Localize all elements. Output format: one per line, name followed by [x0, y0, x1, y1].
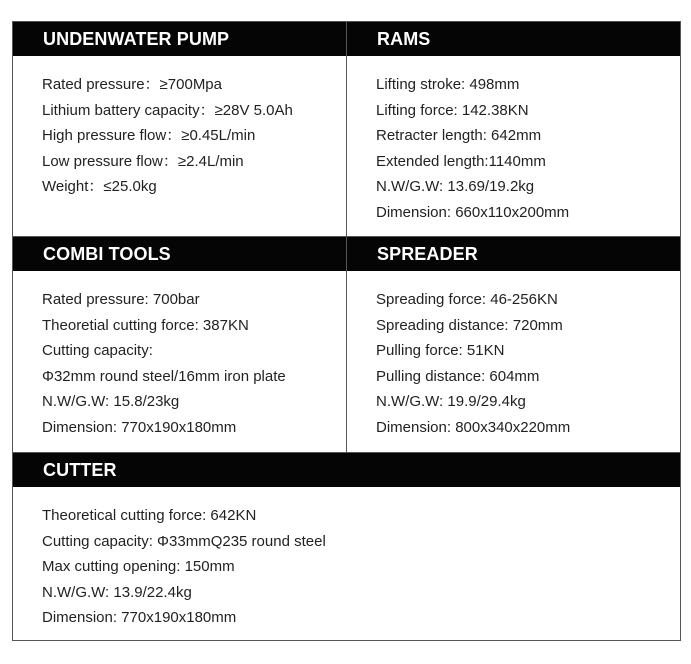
rams-title: RAMS — [347, 22, 680, 56]
combi-spec-line: Dimension: 770x190x180mm — [42, 418, 237, 436]
pump-title: UNDENWATER PUMP — [13, 22, 346, 56]
cutter-spec-line: Max cutting opening: 150mm — [42, 558, 235, 575]
combi-spec-line: Φ32mm round steel/16mm iron plate — [42, 367, 286, 385]
pump-spec-line: Lithium battery capacity：≥28V 5.0Ah — [42, 101, 293, 119]
combi-tools-spec-list — [13, 271, 346, 440]
cutter-title: CUTTER — [13, 453, 680, 487]
spreader-spec-line: Dimension: 800x340x220mm — [376, 418, 571, 436]
spreader-spec-list — [347, 271, 680, 440]
rams-spec-line: Retracter length: 642mm — [376, 127, 542, 144]
rams-panel — [346, 21, 681, 237]
combi-spec-line: N.W/G.W: 15.8/23kg — [42, 393, 180, 410]
rams-spec-line: Dimension: 660x110x200mm — [376, 203, 570, 221]
pump-spec-line: Low pressure flow：≥2.4L/min — [42, 152, 244, 170]
pump-spec-list — [13, 56, 346, 200]
rams-spec-line: Extended length:1140mm — [376, 152, 546, 170]
combi-tools-panel — [12, 236, 347, 453]
spreader-title: SPREADER — [347, 237, 680, 271]
pump-spec-line: High pressure flow：≥0.45L/min — [42, 127, 256, 144]
cutter-spec-line: N.W/G.W: 13.9/22.4kg — [42, 583, 192, 601]
spreader-panel — [346, 236, 681, 453]
cutter-spec-line: Cutting capacity: Φ33mmQ235 round steel — [42, 532, 326, 550]
cutter-panel — [12, 452, 681, 641]
pump-panel — [12, 21, 347, 237]
rams-spec-line: Lifting stroke: 498mm — [376, 76, 520, 93]
rams-spec-line: N.W/G.W: 13.69/19.2kg — [376, 178, 535, 195]
combi-spec-line: Cutting capacity: — [42, 342, 153, 359]
pump-spec-line: Weight：≤25.0kg — [42, 178, 157, 195]
spreader-spec-line: Spreading distance: 720mm — [376, 316, 563, 334]
combi-spec-line: Rated pressure: 700bar — [42, 291, 200, 308]
combi-tools-title: COMBI TOOLS — [13, 237, 346, 271]
spreader-spec-line: N.W/G.W: 19.9/29.4kg — [376, 393, 526, 410]
pump-spec-line: Rated pressure：≥700Mpa — [42, 76, 222, 93]
spec-sheet — [12, 21, 681, 641]
combi-spec-line: Theoretial cutting force: 387KN — [42, 316, 249, 334]
cutter-spec-line: Dimension: 770x190x180mm — [42, 609, 237, 626]
spreader-spec-line: Pulling force: 51KN — [376, 342, 505, 359]
cutter-spec-line: Theoretical cutting force: 642KN — [42, 507, 257, 524]
rams-spec-list — [347, 56, 680, 225]
cutter-spec-list — [13, 487, 680, 631]
spreader-spec-line: Spreading force: 46-256KN — [376, 291, 558, 308]
spreader-spec-line: Pulling distance: 604mm — [376, 367, 540, 385]
rams-spec-line: Lifting force: 142.38KN — [376, 101, 529, 119]
